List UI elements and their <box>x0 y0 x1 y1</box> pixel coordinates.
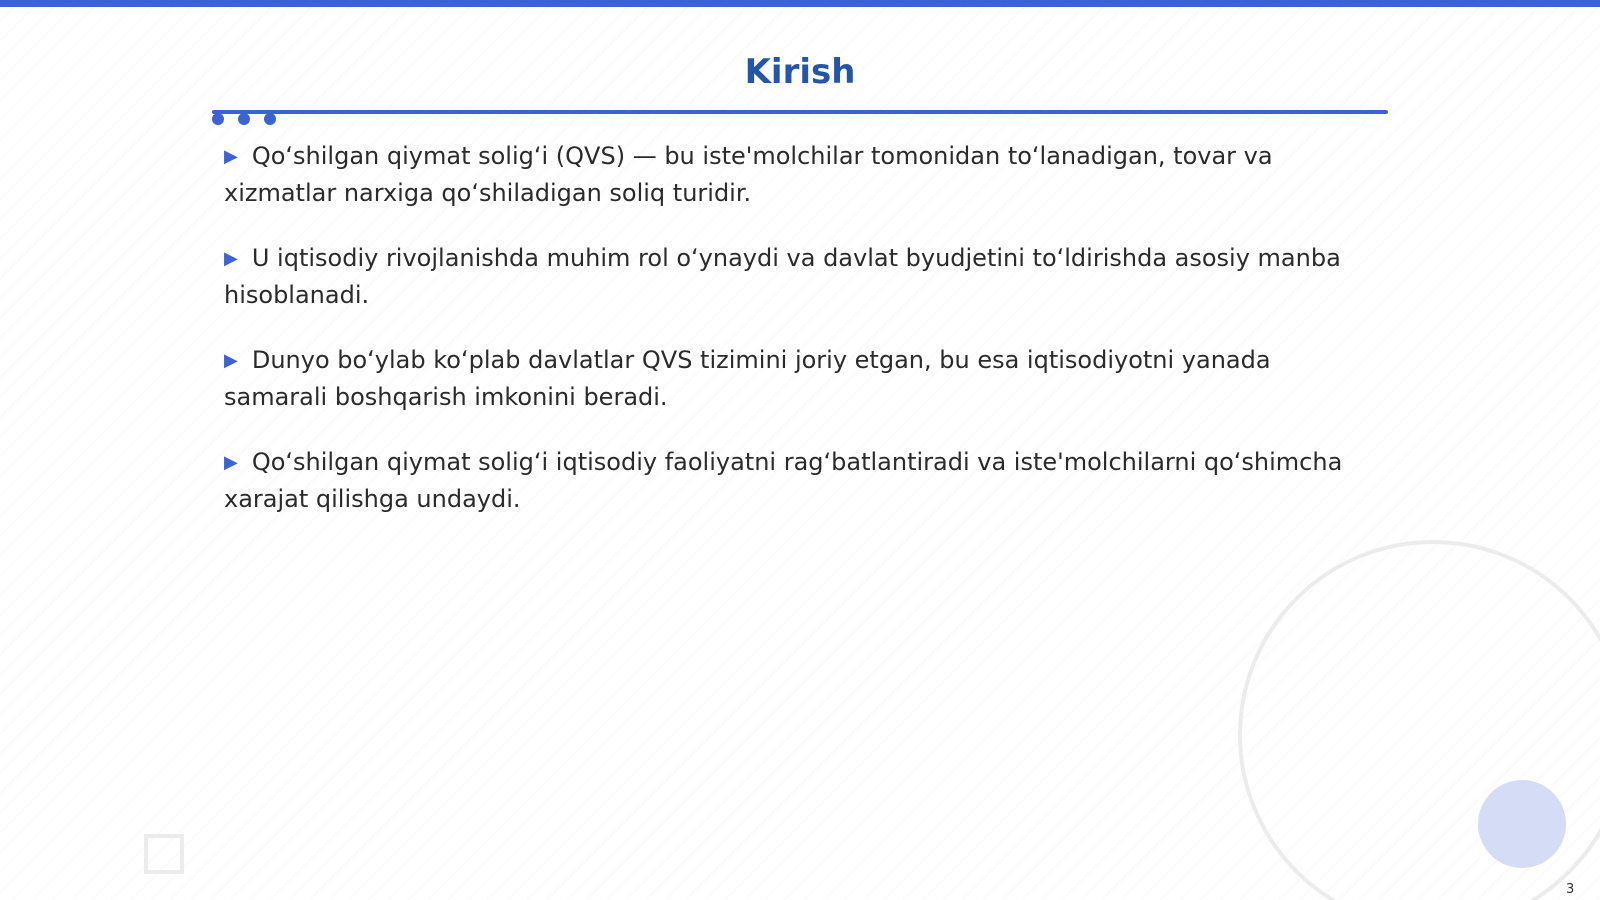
bullet-list <box>224 138 1364 546</box>
page-number: 3 <box>1566 882 1575 897</box>
bullet-text: Dunyo boʻylab koʻplab davlatlar QVS tizimini joriy etgan, bu esa iqtisodiyotni yanada samarali boshqarish imkonini beradi. <box>224 346 1271 411</box>
decor-dot <box>212 113 224 125</box>
triangle-right-icon: ▶ <box>224 146 238 167</box>
bullet-text: U iqtisodiy rivojlanishda muhim rol oʻynaydi va davlat byudjetini toʻldirishda asosiy manba hisoblanadi. <box>224 244 1341 309</box>
top-accent-bar <box>0 0 1600 7</box>
bullet-item <box>224 444 1364 517</box>
triangle-right-icon: ▶ <box>224 452 238 473</box>
decor-dot <box>238 113 250 125</box>
decor-square <box>144 834 184 874</box>
decor-circle <box>1478 780 1566 868</box>
decor-dot <box>264 113 276 125</box>
triangle-right-icon: ▶ <box>224 248 238 269</box>
bullet-item <box>224 138 1364 211</box>
triangle-right-icon: ▶ <box>224 350 238 371</box>
bullet-text: Qoʻshilgan qiymat solig‘i (QVS) — bu iste'molchilar tomonidan toʻlanadigan, tovar va xizmatlar narxiga qoʻshiladigan soliq turidir. <box>224 142 1273 207</box>
title-underline <box>212 110 1388 114</box>
bullet-item <box>224 240 1364 313</box>
title-underline-dots <box>212 113 276 125</box>
slide-title: Kirish <box>744 52 856 92</box>
bullet-text: Qoʻshilgan qiymat solig‘i iqtisodiy faoliyatni rag‘batlantiradi va iste'molchilarni qoʻshimcha xarajat qilishga undaydi. <box>224 448 1343 513</box>
bullet-item <box>224 342 1364 415</box>
